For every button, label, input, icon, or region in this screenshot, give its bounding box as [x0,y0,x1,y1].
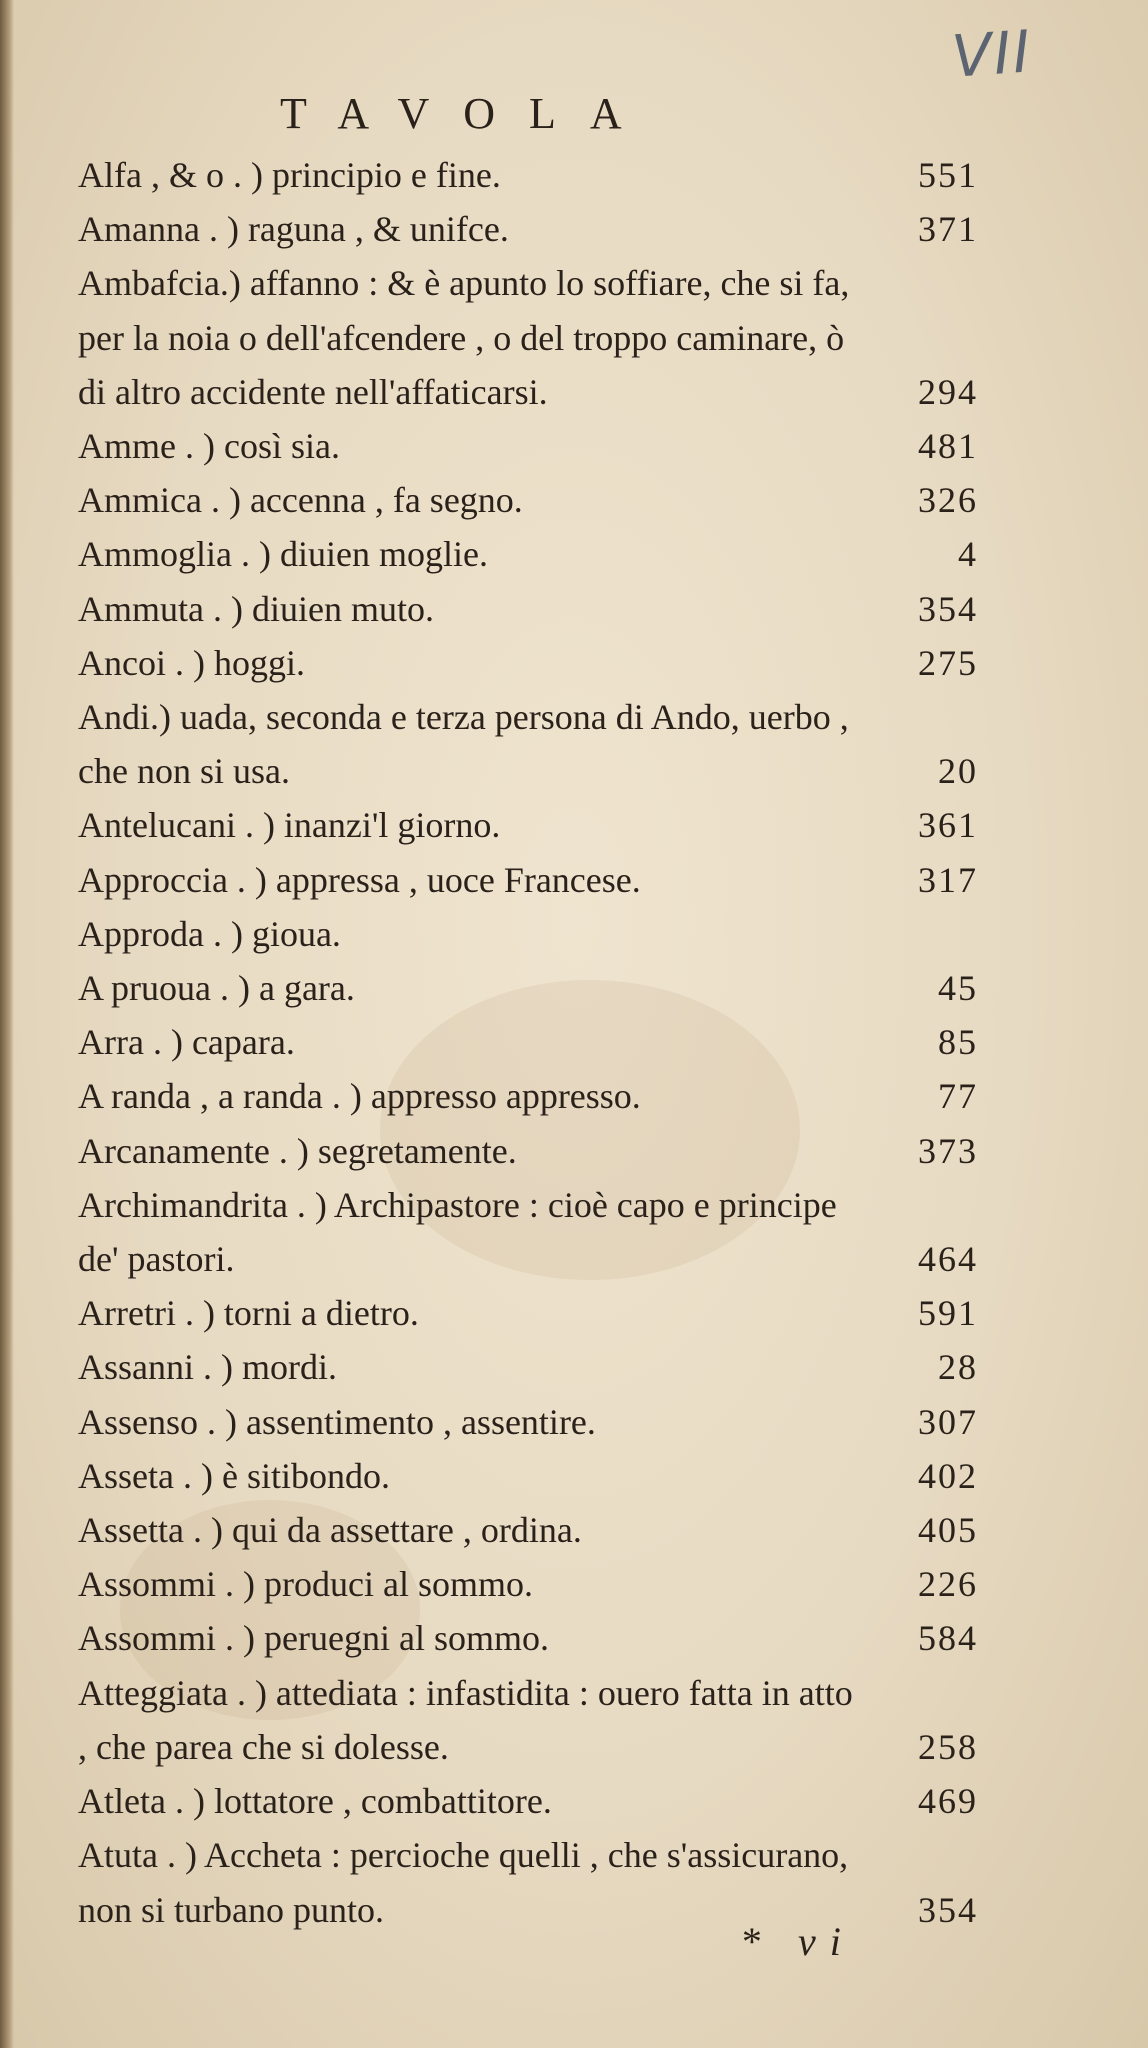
entry-text: Amme . ) così sia. [78,426,340,467]
index-entry [78,582,978,636]
entry-text: Ambafcia.) affanno : & è apunto lo soffiare, che si fa, per la noia o dell'afcendere , o del troppo caminare, ò di altro accidente nell'affaticarsi. [78,263,850,412]
entry-page-number: 275 [918,642,978,683]
entry-page-number: 354 [918,588,978,629]
index-entry [78,1286,978,1340]
entry-page-number: 307 [918,1401,978,1442]
entry-text: Arcanamente . ) segretamente. [78,1130,517,1171]
index-entry [78,256,978,419]
entry-page-number: 4 [958,534,978,575]
entry-text: Assanni . ) mordi. [78,1347,337,1388]
index-entry [78,1503,978,1557]
entry-text: A pruoua . ) a gara. [78,968,355,1009]
entry-page-number: 326 [918,480,978,521]
index-entry [78,527,978,581]
entry-text: Assommi . ) peruegni al sommo. [78,1618,549,1659]
entry-page-number: 20 [938,751,978,792]
entry-text: Approda . ) gioua. [78,913,341,954]
entry-page-number: 317 [918,859,978,900]
entry-page-number: 371 [918,209,978,250]
entry-page-number: 591 [918,1293,978,1334]
entry-page-number: 258 [918,1726,978,1767]
index-entry [78,1557,978,1611]
entry-page-number: 551 [918,155,978,195]
entry-page-number: 361 [918,805,978,846]
entry-text: Atleta . ) lottatore , combattitore. [78,1781,552,1822]
index-entry [78,1015,978,1069]
index-entry [78,1666,978,1774]
entry-text: Atuta . ) Accheta : percioche quelli , che s'assicurano, non si turbano punto. [78,1835,849,1930]
entry-page-number: 469 [918,1781,978,1822]
index-entry [78,1395,978,1449]
entry-page-number: 584 [918,1618,978,1659]
entry-text: Ammica . ) accenna , fa segno. [78,480,523,521]
index-entry [78,853,978,907]
handwritten-folio-number: VII [949,17,1035,91]
entry-text: Arretri . ) torni a dietro. [78,1293,419,1334]
entry-page-number: 481 [918,426,978,467]
entry-page-number: 85 [938,1022,978,1063]
entry-page-number: 402 [918,1455,978,1496]
index-entry [78,473,978,527]
index-entry [78,1069,978,1123]
entry-text: Amanna . ) raguna , & unifce. [78,209,509,250]
index-entry [78,1611,978,1665]
entry-page-number: 28 [938,1347,978,1388]
entry-text: Andi.) uada, seconda e terza persona di Ando, uerbo , che non si usa. [78,697,849,792]
entry-text: Antelucani . ) inanzi'l giorno. [78,805,501,846]
page-edge-shadow [0,0,14,2048]
entry-text: Approccia . ) appressa , uoce Francese. [78,859,641,900]
entry-text: Alfa , & o . ) principio e fine. [78,155,501,195]
entry-text: Archimandrita . ) Archipastore : cioè capo e principe de' pastori. [78,1184,837,1280]
entry-text: Atteggiata . ) attediata : infastidita : ouero fatta in atto , che parea che si dolesse. [78,1672,853,1767]
index-entry [78,690,978,798]
entry-page-number: 226 [918,1564,978,1605]
page-heading: TAVOLA [280,89,656,138]
index-entry [78,1178,978,1286]
index-entry [78,419,978,473]
index-entry [78,202,978,256]
index-entry [78,1774,978,1828]
index-entry [78,961,978,1015]
index-entry [78,1449,978,1503]
index-entry [78,1124,978,1178]
entry-text: A randa , a randa . ) appresso appresso. [78,1076,641,1117]
entry-page-number: 294 [918,371,978,412]
entry-text: Assenso . ) assentimento , assentire. [78,1401,596,1442]
entry-page-number: 45 [938,968,978,1009]
index-entry [78,636,978,690]
entry-page-number: 354 [918,1889,978,1930]
entry-page-number: 405 [918,1510,978,1551]
entry-text: Ancoi . ) hoggi. [78,642,305,683]
entry-text: Asseta . ) è sitibondo. [78,1455,390,1496]
entry-text: Ammuta . ) diuien muto. [78,588,434,629]
entry-text: Assommi . ) produci al sommo. [78,1564,533,1605]
index-entry [78,798,978,852]
glossary-index-list [78,148,978,1937]
index-entry [78,1340,978,1394]
entry-page-number: 464 [918,1239,978,1280]
index-entry [78,148,978,202]
entry-page-number: 77 [938,1076,978,1117]
entry-text: Arra . ) capara. [78,1022,295,1063]
entry-text: Ammoglia . ) diuien moglie. [78,534,488,575]
entry-page-number: 373 [918,1130,978,1171]
entry-text: Assetta . ) qui da assettare , ordina. [78,1510,582,1551]
signature-mark: * vi [740,1919,855,1964]
index-entry [78,907,978,961]
